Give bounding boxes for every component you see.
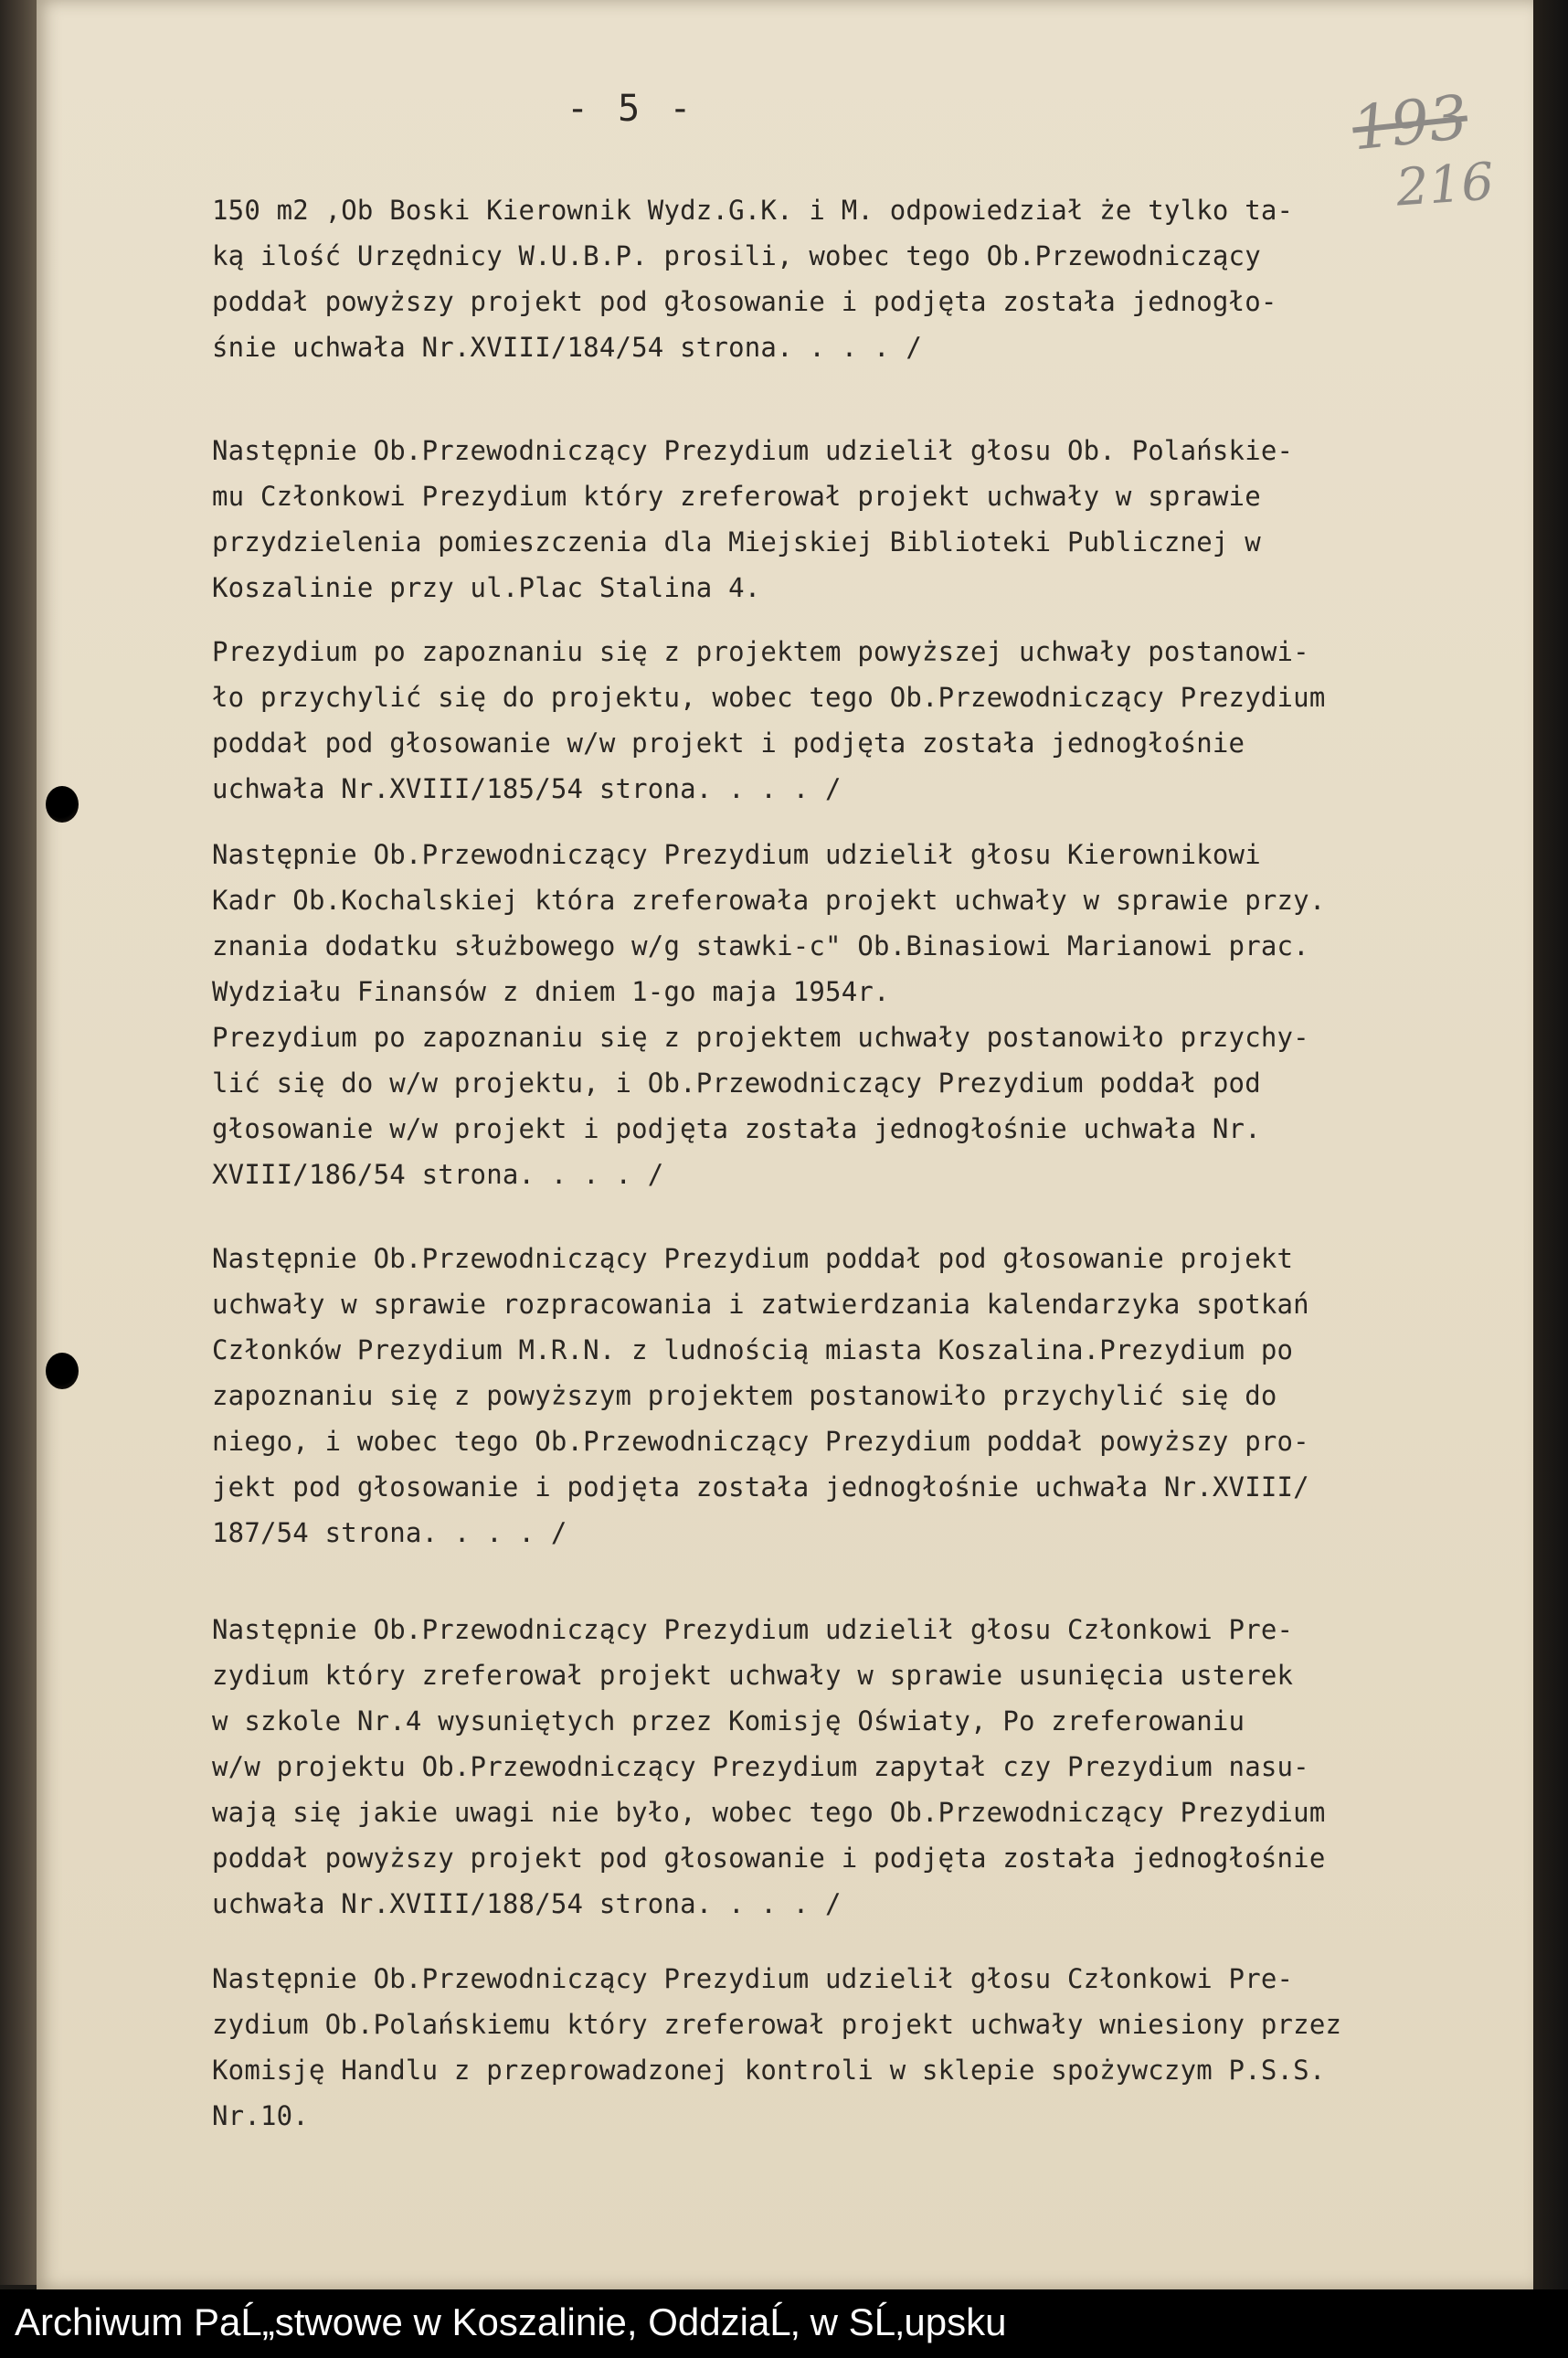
text-line: 150 m2 ,Ob Boski Kierownik Wydz.G.K. i M. odpowiedział że tylko ta-	[212, 195, 1294, 226]
paragraph-7	[212, 1956, 1510, 2139]
punch-hole	[46, 786, 79, 823]
text-line: poddał pod głosowanie w/w projekt i podjęta została jednogłośnie	[212, 728, 1245, 759]
text-line: lić się do w/w projektu, i Ob.Przewodniczący Prezydium poddał pod	[212, 1067, 1261, 1099]
paragraph-1	[212, 187, 1510, 370]
text-line: zapoznaniu się z powyższym projektem postanowiło przychylić się do	[212, 1380, 1277, 1411]
text-line: wają się jakie uwagi nie było, wobec tego Ob.Przewodniczący Prezydium	[212, 1797, 1326, 1828]
text-line: uchwała Nr.XVIII/185/54 strona. . . . /	[212, 773, 842, 804]
archive-caption-bar	[0, 2289, 1568, 2358]
text-line: zydium który zreferował projekt uchwały w sprawie usunięcia usterek	[212, 1660, 1294, 1691]
text-line: Następnie Ob.Przewodniczący Prezydium udzielił głosu Członkowi Pre-	[212, 1963, 1294, 1994]
text-line: XVIII/186/54 strona. . . . /	[212, 1159, 664, 1190]
paragraph-4	[212, 832, 1510, 1197]
text-line: przydzielenia pomieszczenia dla Miejskiej Biblioteki Publicznej w	[212, 526, 1261, 558]
page-number: - 5 -	[567, 88, 695, 130]
paragraph-2	[212, 428, 1510, 611]
text-line: ło przychylić się do projektu, wobec tego Ob.Przewodniczący Prezydium	[212, 682, 1326, 713]
text-line: poddał powyższy projekt pod głosowanie i podjęta została jednogłośnie	[212, 1843, 1326, 1874]
text-line: jekt pod głosowanie i podjęta została jednogłośnie uchwała Nr.XVIII/	[212, 1471, 1309, 1503]
text-line: w szkole Nr.4 wysuniętych przez Komisję Oświaty, Po zreferowaniu	[212, 1705, 1245, 1737]
text-line: Następnie Ob.Przewodniczący Prezydium udzielił głosu Ob. Polańskie-	[212, 435, 1294, 466]
text-line: Kadr Ob.Kochalskiej która zreferowała projekt uchwały w sprawie przy.	[212, 885, 1326, 916]
text-line: mu Członkowi Prezydium który zreferował projekt uchwały w sprawie	[212, 481, 1261, 512]
text-line: śnie uchwała Nr.XVIII/184/54 strona. . . . /	[212, 332, 923, 363]
text-line: Nr.10.	[212, 2100, 309, 2131]
text-line: niego, i wobec tego Ob.Przewodniczący Prezydium poddał powyższy pro-	[212, 1426, 1309, 1457]
text-line: Członków Prezydium M.R.N. z ludnością miasta Koszalina.Prezydium po	[212, 1334, 1294, 1365]
text-line: Następnie Ob.Przewodniczący Prezydium udzielił głosu Kierownikowi	[212, 839, 1261, 870]
punch-hole	[46, 1353, 79, 1389]
text-line: znania dodatku służbowego w/g stawki-c" Ob.Binasiowi Marianowi prac.	[212, 930, 1309, 961]
text-line: uchwały w sprawie rozpracowania i zatwierdzania kalendarzyka spotkań	[212, 1289, 1309, 1320]
text-line: Następnie Ob.Przewodniczący Prezydium poddał pod głosowanie projekt	[212, 1243, 1294, 1274]
text-line: uchwała Nr.XVIII/188/54 strona. . . . /	[212, 1888, 842, 1919]
archive-number: 216	[1393, 152, 1497, 218]
text-line: głosowanie w/w projekt i podjęta została jednogłośnie uchwała Nr.	[212, 1113, 1261, 1144]
text-line: Prezydium po zapoznaniu się z projektem uchwały postanowiło przychy-	[212, 1022, 1309, 1053]
paragraph-6	[212, 1607, 1510, 1927]
archive-caption: Archiwum PaĹ„stwowe w Koszalinie, OddziaĹ‚ w SĹ‚upsku	[15, 2300, 1007, 2343]
paragraph-5	[212, 1236, 1510, 1556]
text-line: ką ilość Urzędnicy W.U.B.P. prosili, wobec tego Ob.Przewodniczący	[212, 240, 1261, 271]
archive-number-crossed: 193	[1349, 81, 1471, 165]
text-line: zydium Ob.Polańskiemu który zreferował projekt uchwały wniesiony przez	[212, 2009, 1342, 2040]
text-line: w/w projektu Ob.Przewodniczący Prezydium zapytał czy Prezydium nasu-	[212, 1751, 1309, 1782]
text-line: Prezydium po zapoznaniu się z projektem powyższej uchwały postanowi-	[212, 636, 1309, 667]
page-edge-shadow	[1533, 0, 1568, 2289]
paragraph-3	[212, 629, 1510, 812]
text-line: Koszalinie przy ul.Plac Stalina 4.	[212, 572, 761, 603]
text-line: Następnie Ob.Przewodniczący Prezydium udzielił głosu Członkowi Pre-	[212, 1614, 1294, 1645]
text-line: 187/54 strona. . . . /	[212, 1517, 567, 1548]
text-line: Komisję Handlu z przeprowadzonej kontroli w sklepie spożywczym P.S.S.	[212, 2055, 1326, 2086]
text-line: poddał powyższy projekt pod głosowanie i podjęta została jednogło-	[212, 286, 1277, 317]
text-line: Wydziału Finansów z dniem 1-go maja 1954r.	[212, 976, 890, 1007]
